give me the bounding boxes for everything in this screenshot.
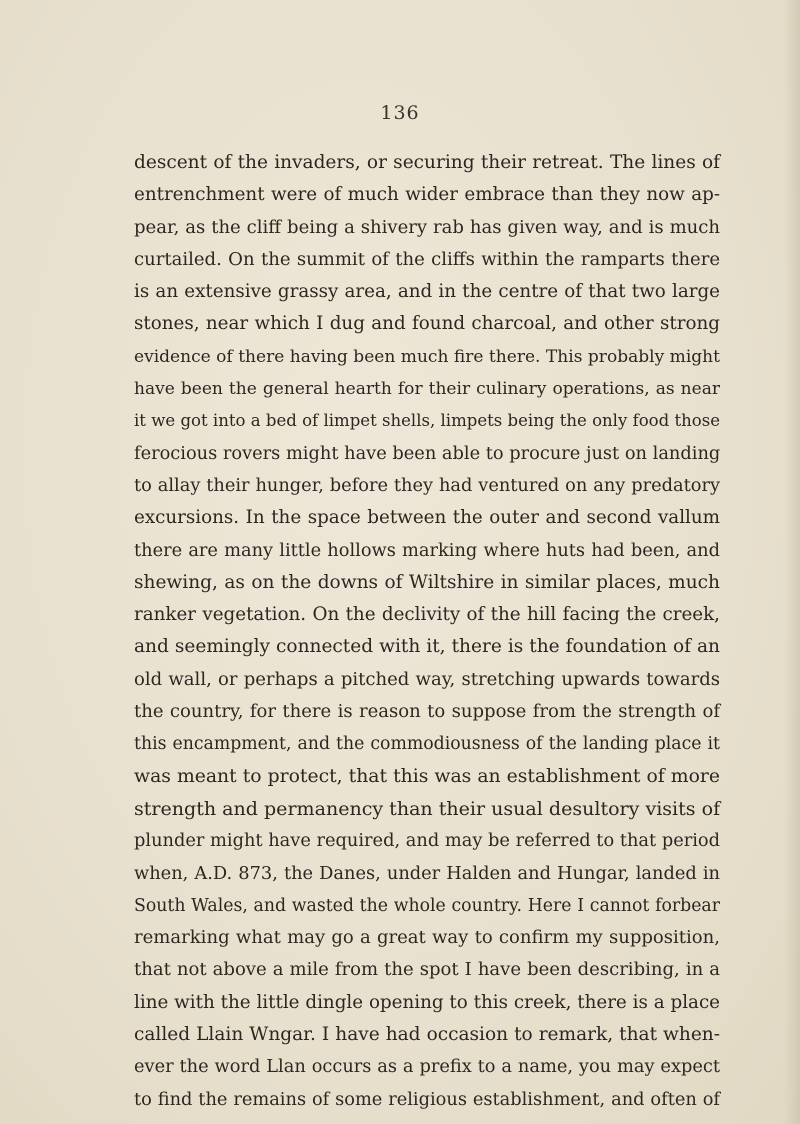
text-line: line with the little dingle opening to this creek, there is a place	[134, 991, 720, 1013]
text-line: shewing, as on the downs of Wiltshire in similar places, much	[134, 571, 720, 593]
text-line: when, A.D. 873, the Danes, under Halden and Hungar, landed in	[134, 862, 720, 884]
text-line: to find the remains of some religious establishment, and often of	[134, 1088, 720, 1110]
text-line: evidence of there having been much fire there. This probably might	[134, 346, 720, 367]
text-line: this encampment, and the commodiousness of the landing place it	[134, 734, 720, 755]
text-line: pear, as the cliff being a shivery rab has given way, and is much	[134, 216, 720, 238]
text-line: that not above a mile from the spot I have been describing, in a	[134, 959, 720, 981]
text-line: entrenchment were of much wider embrace than they now ap-	[134, 184, 720, 206]
text-line: have been the general hearth for their culinary operations, as near	[134, 379, 720, 400]
text-line: ever the word Llan occurs as a prefix to a name, you may expect	[134, 1056, 720, 1078]
text-line: called Llain Wngar. I have had occasion to remark, that when-	[134, 1024, 720, 1046]
text-line: curtailed. On the summit of the cliffs within the ramparts there	[134, 248, 720, 270]
text-line: there are many little hollows marking where huts had been, and	[134, 539, 720, 561]
text-line: to allay their hunger, before they had ventured on any predatory	[134, 474, 720, 496]
text-line: old wall, or perhaps a pitched way, stretching upwards towards	[134, 668, 720, 690]
text-line: stones, near which I dug and found charcoal, and other strong	[134, 313, 720, 335]
text-line: is an extensive grassy area, and in the centre of that two large	[134, 281, 720, 303]
text-line: was meant to protect, that this was an establishment of more	[134, 765, 720, 787]
text-line: descent of the invaders, or securing their retreat. The lines of	[134, 152, 720, 173]
page-number: 136	[380, 102, 420, 124]
text-line: ranker vegetation. On the declivity of the hill facing the creek,	[134, 604, 720, 626]
text-line: excursions. In the space between the outer and second vallum	[134, 507, 720, 529]
text-line: ferocious rovers might have been able to procure just on landing	[134, 442, 721, 464]
text-line: plunder might have required, and may be referred to that period	[134, 830, 720, 852]
text-line: it we got into a bed of limpet shells, limpets being the only food those	[134, 411, 720, 431]
body-text	[134, 147, 720, 1116]
page-edge-shadow	[784, 0, 800, 1124]
text-line: the country, for there is reason to suppose from the strength of	[134, 701, 720, 723]
text-line: and seemingly connected with it, there is the foundation of an	[134, 636, 720, 658]
text-line: remarking what may go a great way to confirm my supposition,	[134, 927, 720, 949]
text-line: strength and permanency than their usual desultory visits of	[134, 797, 721, 820]
text-line: South Wales, and wasted the whole country. Here I cannot forbear	[134, 895, 720, 916]
